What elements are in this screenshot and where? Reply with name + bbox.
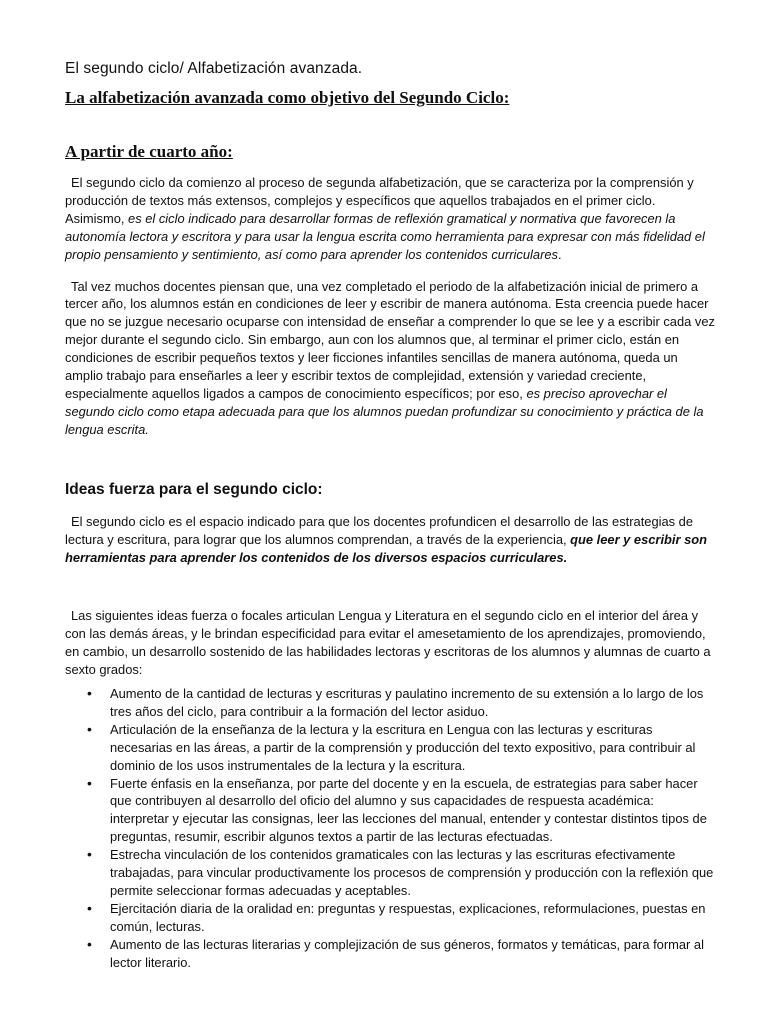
list-item-text: Estrecha vinculación de los contenidos gramaticales con las lecturas y las escrituras efectivamente trabajadas, para vincular productivamente los procesos de comprensión y producción con la reflexión que permite seleccionar formas adecuadas y aceptables. [110, 847, 714, 898]
list-item [65, 775, 715, 847]
paragraph-3 [65, 513, 715, 567]
main-heading: La alfabetización avanzada como objetivo del Segundo Ciclo: [65, 88, 510, 107]
paragraph-1-text: El segundo ciclo da comienzo al proceso de segunda alfabetización, que se caracteriza por la comprensión y producción de textos más extensos, complejos y específicos que aquellos trabajados en el primer ciclo. Asimismo, [65, 175, 694, 226]
list-item-text: Ejercitación diaria de la oralidad en: preguntas y respuestas, explicaciones, reformulaciones, puestas en común, lecturas. [110, 900, 706, 934]
paragraph-1-end: . [557, 246, 562, 262]
bullet-icon: • [87, 774, 92, 791]
bullet-icon: • [87, 720, 92, 737]
paragraph-4: Las siguientes ideas fuerza o focales articulan Lengua y Literatura en el segundo ciclo en el interior del área y con las demás áreas, y le brindan especificidad para evitar el amesetamiento de los aprendizajes, promoviendo, en cambio, un desarrollo sostenido de las habilidades lectoras y escritoras de los alumnos y alumnas de cuarto a sexto grados: [65, 608, 711, 678]
list-item [65, 936, 715, 972]
paragraph-3-emphasis: que leer y escribir son herramientas para aprender los contenidos de los diversos espacios curriculares. [65, 531, 707, 565]
bullet-icon: • [87, 935, 92, 952]
list-item-text: Aumento de las lecturas literarias y complejización de sus géneros, formatos y temáticas, para formar al lector literario. [110, 936, 704, 970]
paragraph-2-italic: es preciso aprovechar el segundo ciclo como etapa adecuada para que los alumnos puedan profundizar su conocimiento y práctica de la lengua escrita. [65, 385, 704, 437]
section-title: Ideas fuerza para el segundo ciclo: [65, 480, 323, 498]
list-item [65, 721, 715, 775]
paragraph-3-text: El segundo ciclo es el espacio indicado para que los docentes profundicen el desarrollo de las estrategias de lectura y escritura, para lograr que los alumnos comprendan, a través de la experiencia, [65, 513, 694, 547]
bullet-icon: • [87, 899, 92, 916]
paragraph-1-italic: es el ciclo indicado para desarrollar formas de reflexión gramatical y normativa que favorecen la autonomía lectora y escritora y para usar la lengua escrita como herramienta para expresar con más fidelidad el propio pensamiento y sentimiento, así como para aprender los contenidos curriculares [65, 210, 705, 262]
list-item [65, 685, 715, 721]
paragraph-1 [65, 174, 715, 264]
bullet-icon: • [87, 846, 92, 863]
paragraph-2 [65, 278, 715, 439]
document-top-line: El segundo ciclo/ Alfabetización avanzada. [65, 60, 363, 77]
list-item [65, 900, 715, 936]
list-item [65, 846, 715, 900]
ideas-list [65, 685, 715, 972]
subheading: A partir de cuarto año: [65, 142, 233, 161]
document-page [65, 60, 715, 972]
list-item-text: Fuerte énfasis en la enseñanza, por parte del docente y en la escuela, de estrategias para saber hacer que contribuyen al desarrollo del oficio del alumno y sus capacidades de respuesta académica: interpretar y ejecutar las consignas, leer las lecciones del manual, entender y contestar distintos tipos de preguntas, resumir, escribir algunos textos a partir de las lecturas efectuadas. [110, 775, 707, 845]
list-item-text: Aumento de la cantidad de lecturas y escrituras y paulatino incremento de su extensión a lo largo de los tres años del ciclo, para contribuir a la formación del lector asiduo. [110, 686, 704, 719]
bullet-icon: • [87, 685, 92, 702]
list-item-text: Articulación de la enseñanza de la lectura y la escritura en Lengua con las lecturas y escrituras necesarias en las áreas, a partir de la comprensión y producción del texto expositivo, para contribuir al dominio de los usos instrumentales de la lectura y la escritura. [110, 721, 696, 773]
paragraph-2-text: Tal vez muchos docentes piensan que, una vez completado el periodo de la alfabetización inicial de primero a tercer año, los alumnos están en condiciones de leer y escribir de manera autónoma. Esta creencia puede hacer que no se juzgue necesario ocuparse con intensidad de enseñar a comprender lo que se lee y a escribir cada vez mejor durante el segundo ciclo. Sin embargo, aun con los alumnos que, al terminar el primer ciclo, están en condiciones de escribir pequeños textos y leer ficciones infantiles sencillas de manera autónoma, queda un amplio trabajo para enseñarles a leer y escribir textos de complejidad, extensión y variedad creciente, especialmente aquellos ligados a campos de conocimiento específicos; por eso, [65, 278, 715, 401]
